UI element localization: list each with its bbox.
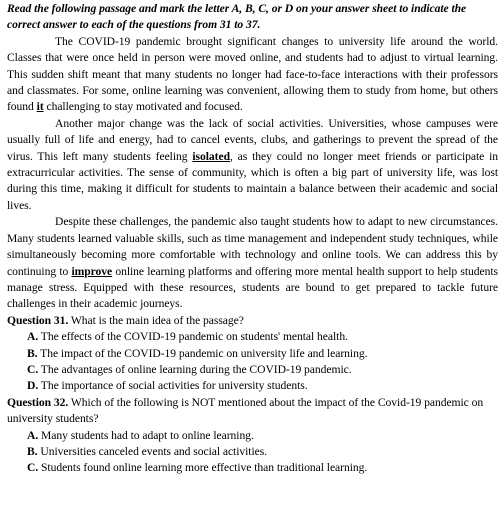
option-text: Universities canceled events and social activities. (37, 444, 268, 458)
passage-paragraph-1 (7, 34, 498, 116)
question-31-option-b[interactable] (7, 346, 498, 362)
paragraph-3-text-after: online learning platforms and offering more mental health support to help students manage stress. Equipped with these resources, students are bound to get prepared to tackle future challenges in their academic journeys. (7, 264, 498, 311)
option-letter: A. (27, 428, 39, 442)
option-text: The importance of social activities for university students. (38, 379, 308, 393)
highlighted-word-improve: improve (71, 264, 113, 278)
option-text: Many students had to adapt to online learning. (38, 428, 254, 442)
option-letter: C. (27, 461, 39, 475)
question-31-options (7, 329, 498, 395)
question-32-label: Question 32. (7, 395, 69, 409)
question-31 (7, 313, 498, 329)
option-text: Students found online learning more effective than traditional learning. (38, 461, 368, 475)
paragraph-1-text-before: The COVID-19 pandemic brought significant changes to university life around the world. Classes that were once held in person were moved online, and students had to adjust to virtual learning. This sudden shift meant that many students no longer had face-to-face interactions with their professors and classmates. For some, online learning was convenient, allowing them to study from home, but others found (7, 34, 498, 114)
highlighted-word-isolated: isolated (192, 149, 230, 163)
question-31-label: Question 31. (7, 313, 69, 327)
question-32-option-c[interactable] (7, 460, 498, 476)
option-letter: D. (27, 379, 39, 393)
option-letter: C. (27, 362, 39, 376)
question-32-option-b[interactable] (7, 444, 498, 460)
paragraph-2-text-after: , as they could no longer meet friends or participate in extracurricular activities. The sense of community, which is often a big part of university life, was lost during this time, making it difficult for students to maintain a balance between their academic and social lives. (7, 149, 499, 212)
passage-paragraph-3 (7, 214, 498, 312)
question-32-options (7, 428, 498, 477)
instruction-text: Read the following passage and mark the letter A, B, C, or D on your answer sheet to indicate the correct answer to each of the questions from 31 to 37. (7, 2, 467, 32)
option-text: The effects of the COVID-19 pandemic on students' mental health. (38, 330, 348, 344)
highlighted-word-it: it (36, 100, 44, 114)
question-32-option-a[interactable] (7, 428, 498, 444)
question-31-option-c[interactable] (7, 362, 498, 378)
option-text: The advantages of online learning during the COVID-19 pandemic. (38, 362, 352, 376)
question-31-option-d[interactable] (7, 378, 498, 394)
paragraph-2-text-before: Another major change was the lack of social activities. Universities, whose campuses were usually full of life and energy, had to cancel events, clubs, and gatherings to prevent the spread of the virus. This left many students feeling (7, 116, 498, 163)
question-31-option-a[interactable] (7, 329, 498, 345)
option-letter: B. (27, 346, 38, 360)
question-31-text: What is the main idea of the passage? (68, 313, 244, 327)
option-letter: B. (27, 444, 38, 458)
passage-paragraph-2 (7, 116, 498, 214)
option-text: The impact of the COVID-19 pandemic on university life and learning. (37, 346, 368, 360)
paragraph-1-text-after: challenging to stay motivated and focused. (43, 100, 243, 114)
question-32 (7, 395, 498, 428)
option-letter: A. (27, 330, 39, 344)
question-32-text: Which of the following is NOT mentioned about the impact of the Covid-19 pandemic on university students? (7, 395, 484, 426)
paragraph-3-text-before: Despite these challenges, the pandemic also taught students how to adapt to new circumstances. Many students learned valuable skills, such as time management and independent study techniques, while simultaneously becoming more comfortable with technology and online tools. We can address this by continuing to (7, 215, 498, 278)
